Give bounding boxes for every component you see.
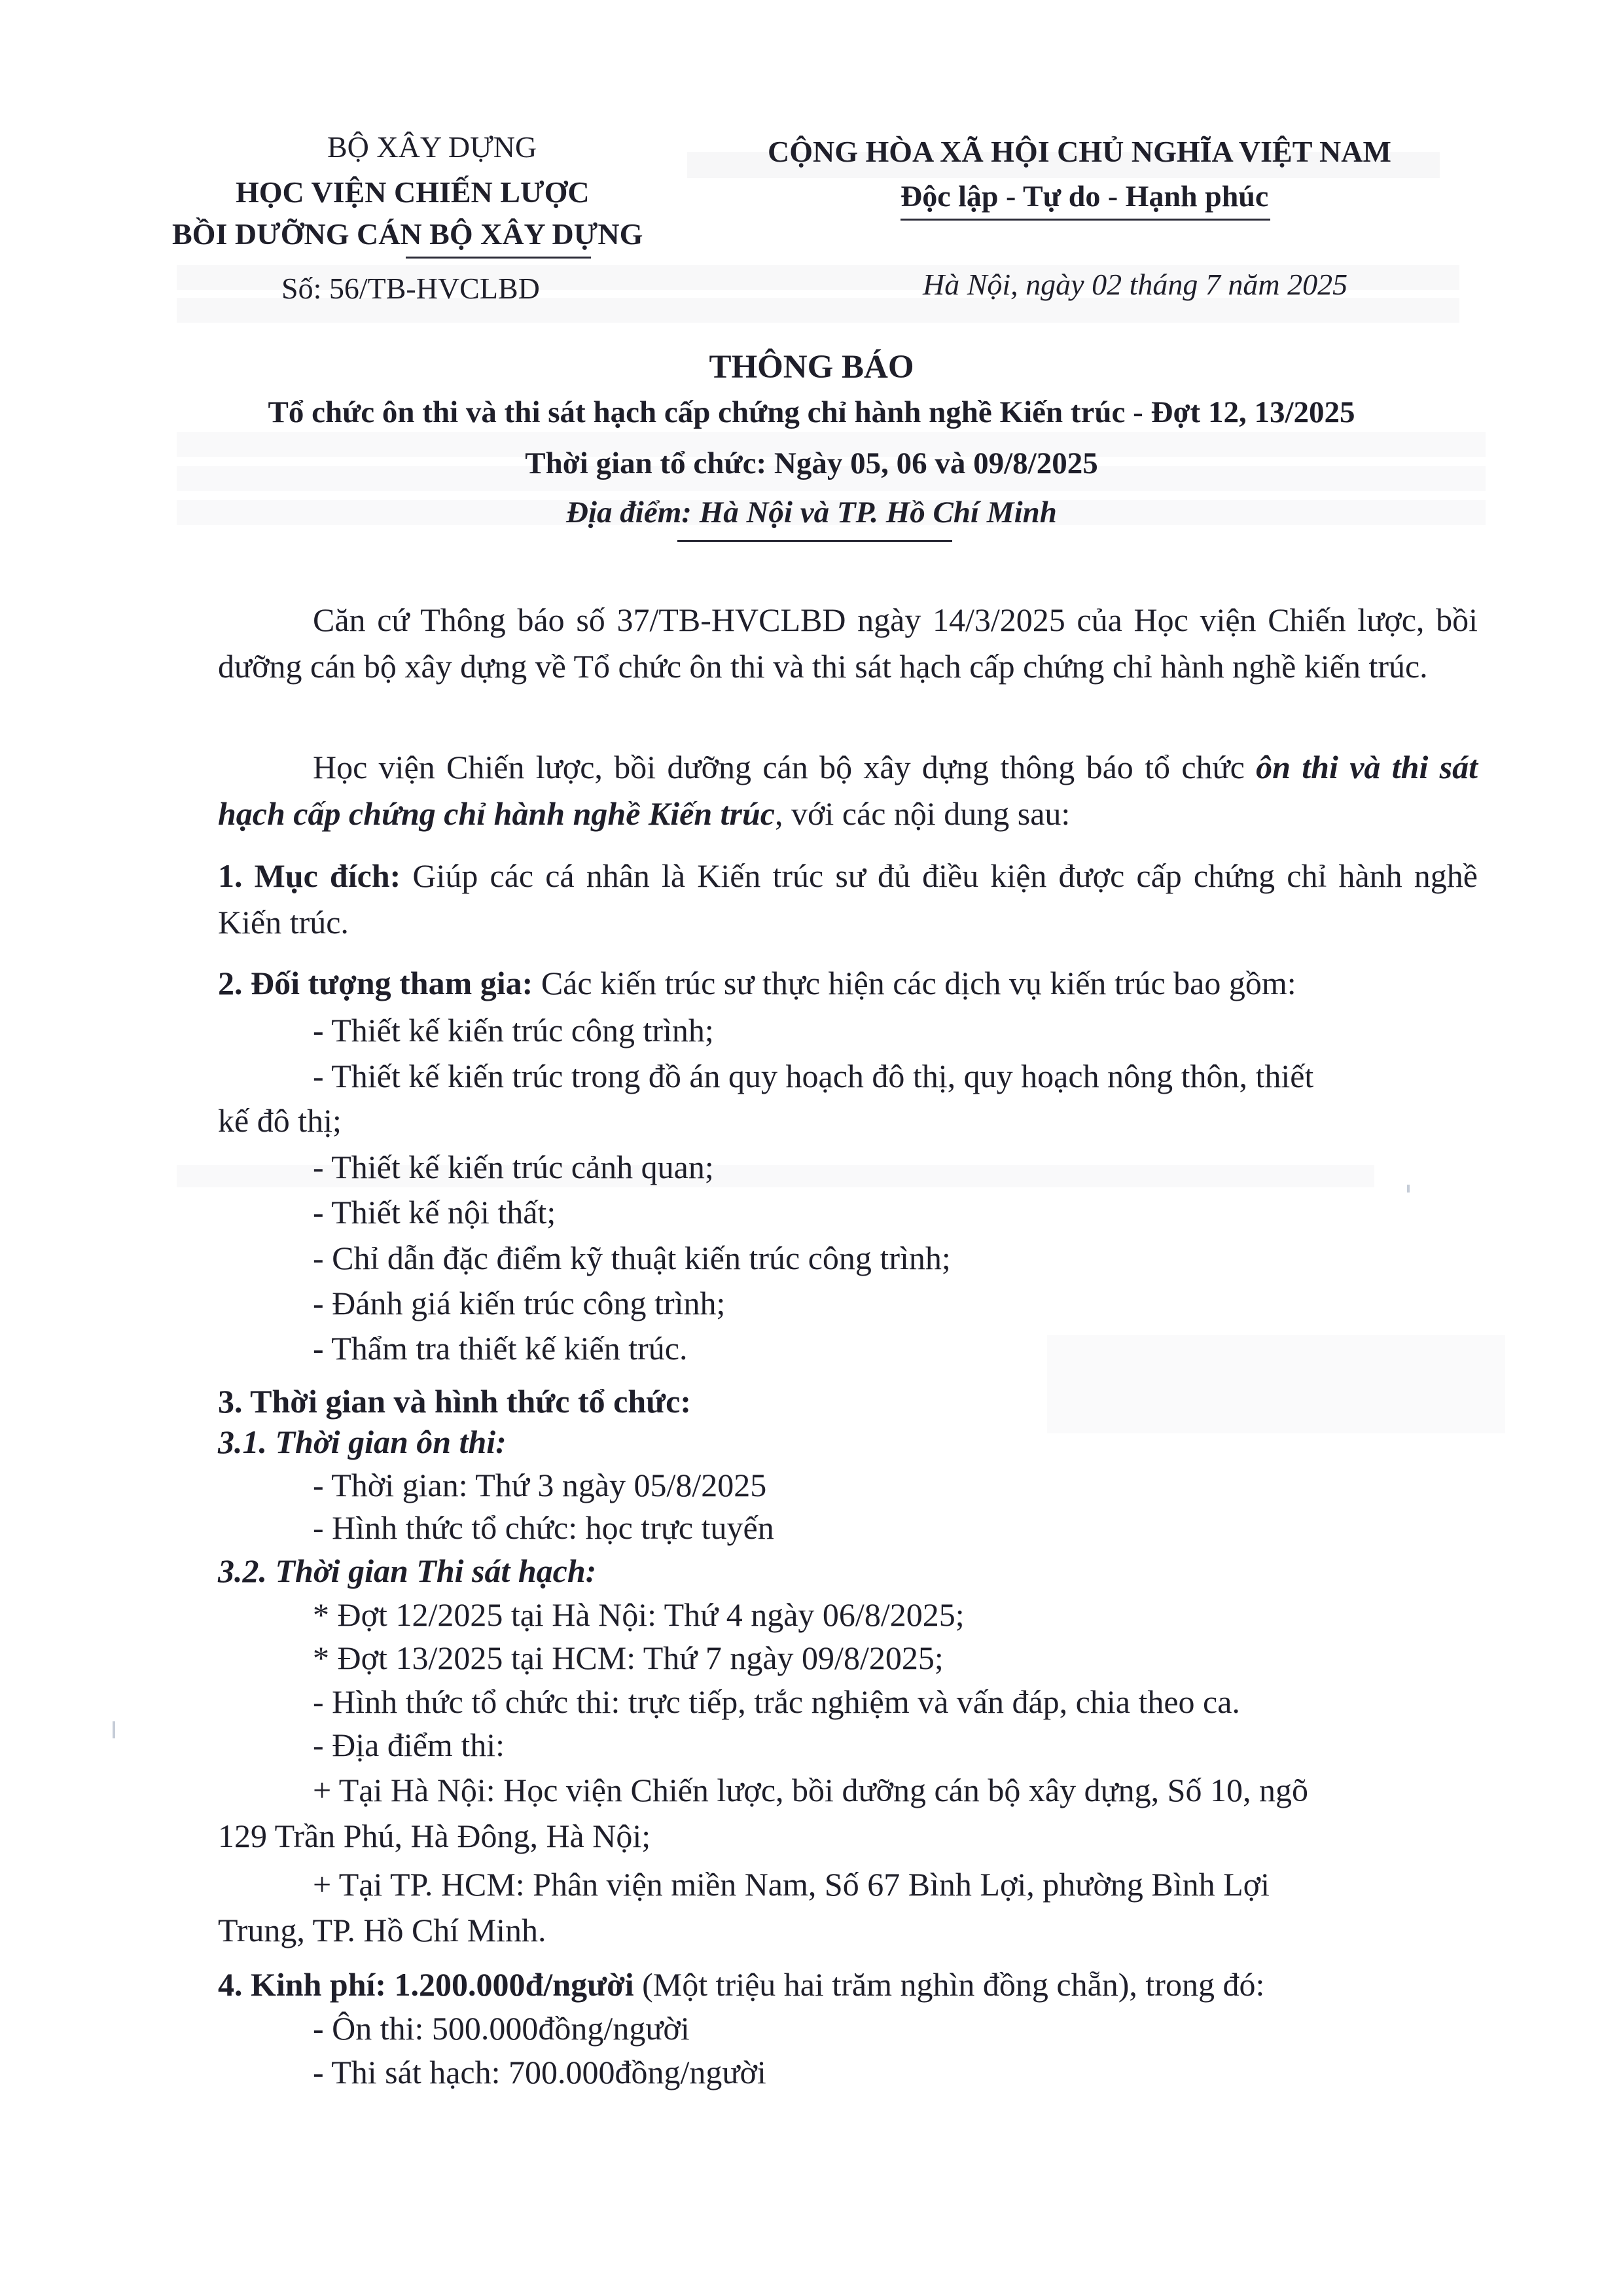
- organization-location: Địa điểm: Hà Nội và TP. Hồ Chí Minh: [566, 495, 1057, 529]
- header-right-rule: [901, 219, 1270, 221]
- title-rule: [677, 540, 952, 542]
- list-item: - Chỉ dẫn đặc điểm kỹ thuật kiến trúc công trình;: [313, 1240, 951, 1276]
- section-fee-text: (Một triệu hai trăm nghìn đồng chẵn), trong đó:: [633, 1966, 1265, 2003]
- list-item: * Đợt 13/2025 tại HCM: Thứ 7 ngày 09/8/2025;: [313, 1640, 944, 1676]
- document-number: Số: 56/TB-HVCLBD: [281, 272, 540, 305]
- country-name: CỘNG HÒA XÃ HỘI CHỦ NGHĨA VIỆT NAM: [768, 135, 1391, 168]
- place-and-date: Hà Nội, ngày 02 tháng 7 năm 2025: [923, 268, 1348, 301]
- institute-name-line2: BỒI DƯỠNG CÁN BỘ XÂY DỰNG: [172, 217, 643, 251]
- venue-hcm-line1: + Tại TP. HCM: Phân viện miền Nam, Số 67 Bình Lợi, phường Bình Lợi: [313, 1866, 1270, 1903]
- header-left-rule: [406, 257, 591, 259]
- section-time-format-label: 3. Thời gian và hình thức tổ chức:: [218, 1383, 691, 1420]
- review-time-label: 3.1. Thời gian ôn thi:: [218, 1424, 507, 1460]
- announcement-emphasis: ôn thi và thi sát hạch cấp chứng chỉ hành nghề Kiến trúc: [218, 749, 1478, 832]
- organization-time: Thời gian tổ chức: Ngày 05, 06 và 09/8/2025: [525, 446, 1098, 480]
- section-purpose: [218, 853, 1478, 946]
- venue-hcm-line2: Trung, TP. Hồ Chí Minh.: [218, 1912, 546, 1948]
- list-item: - Thi sát hạch: 700.000đồng/người: [313, 2054, 766, 2090]
- announcement-prefix: Học viện Chiến lược, bồi dưỡng cán bộ xây dựng thông báo tổ chức: [313, 749, 1257, 785]
- list-item: - Hình thức tổ chức: học trực tuyến: [313, 1509, 774, 1546]
- motto: Độc lập - Tự do - Hạnh phúc: [901, 179, 1269, 213]
- list-item: - Thiết kế kiến trúc công trình;: [313, 1012, 714, 1049]
- list-item: - Thiết kế nội thất;: [313, 1194, 556, 1230]
- list-item: - Thời gian: Thứ 3 ngày 05/8/2025: [313, 1467, 767, 1503]
- list-item: - Thẩm tra thiết kế kiến trúc.: [313, 1330, 688, 1367]
- announcement-paragraph: [218, 744, 1478, 837]
- scan-speck: [1407, 1185, 1410, 1193]
- section-participants: [218, 964, 1296, 1002]
- venue-hanoi-line2: 129 Trần Phú, Hà Đông, Hà Nội;: [218, 1818, 651, 1854]
- basis-paragraph: Căn cứ Thông báo số 37/TB-HVCLBD ngày 14/3/2025 của Học viện Chiến lược, bồi dưỡng cán bộ xây dựng về Tổ chức ôn thi và thi sát hạch cấp chứng chỉ hành nghề kiến trúc.: [218, 601, 1478, 685]
- notice-subject: Tổ chức ôn thi và thi sát hạch cấp chứng chỉ hành nghề Kiến trúc - Đợt 12, 13/2025: [268, 395, 1355, 429]
- list-item: - Thiết kế kiến trúc cảnh quan;: [313, 1149, 714, 1185]
- venue-hanoi-line1: + Tại Hà Nội: Học viện Chiến lược, bồi dưỡng cán bộ xây dựng, Số 10, ngõ: [313, 1772, 1308, 1808]
- scan-speck: [113, 1721, 115, 1738]
- list-item: kế đô thị;: [218, 1102, 342, 1139]
- section-purpose-label: 1. Mục đích:: [218, 857, 401, 894]
- list-item: - Hình thức tổ chức thi: trực tiếp, trắc nghiệm và vấn đáp, chia theo ca.: [313, 1683, 1240, 1720]
- announcement-suffix: , với các nội dung sau:: [774, 795, 1071, 832]
- exam-time-label: 3.2. Thời gian Thi sát hạch:: [218, 1552, 597, 1589]
- list-item: - Đánh giá kiến trúc công trình;: [313, 1285, 726, 1321]
- section-participants-text: Các kiến trúc sư thực hiện các dịch vụ kiến trúc bao gồm:: [533, 965, 1296, 1001]
- ministry-name: BỘ XÂY DỰNG: [327, 130, 537, 164]
- list-item: - Ôn thi: 500.000đồng/người: [313, 2010, 690, 2047]
- section-fee-label: 4. Kinh phí: 1.200.000đ/người: [218, 1966, 634, 2003]
- list-item: - Địa điểm thi:: [313, 1727, 505, 1763]
- section-participants-label: 2. Đối tượng tham gia:: [218, 965, 533, 1001]
- section-fee: [218, 1965, 1264, 2003]
- notice-heading: THÔNG BÁO: [709, 349, 914, 386]
- list-item: - Thiết kế kiến trúc trong đồ án quy hoạch đô thị, quy hoạch nông thôn, thiết: [313, 1058, 1314, 1094]
- section-purpose-text: Giúp các cá nhân là Kiến trúc sư đủ điều kiện được cấp chứng chỉ hành nghề Kiến trúc.: [218, 857, 1478, 941]
- institute-name-line1: HỌC VIỆN CHIẾN LƯỢC: [236, 175, 590, 209]
- list-item: * Đợt 12/2025 tại Hà Nội: Thứ 4 ngày 06/8/2025;: [313, 1596, 965, 1633]
